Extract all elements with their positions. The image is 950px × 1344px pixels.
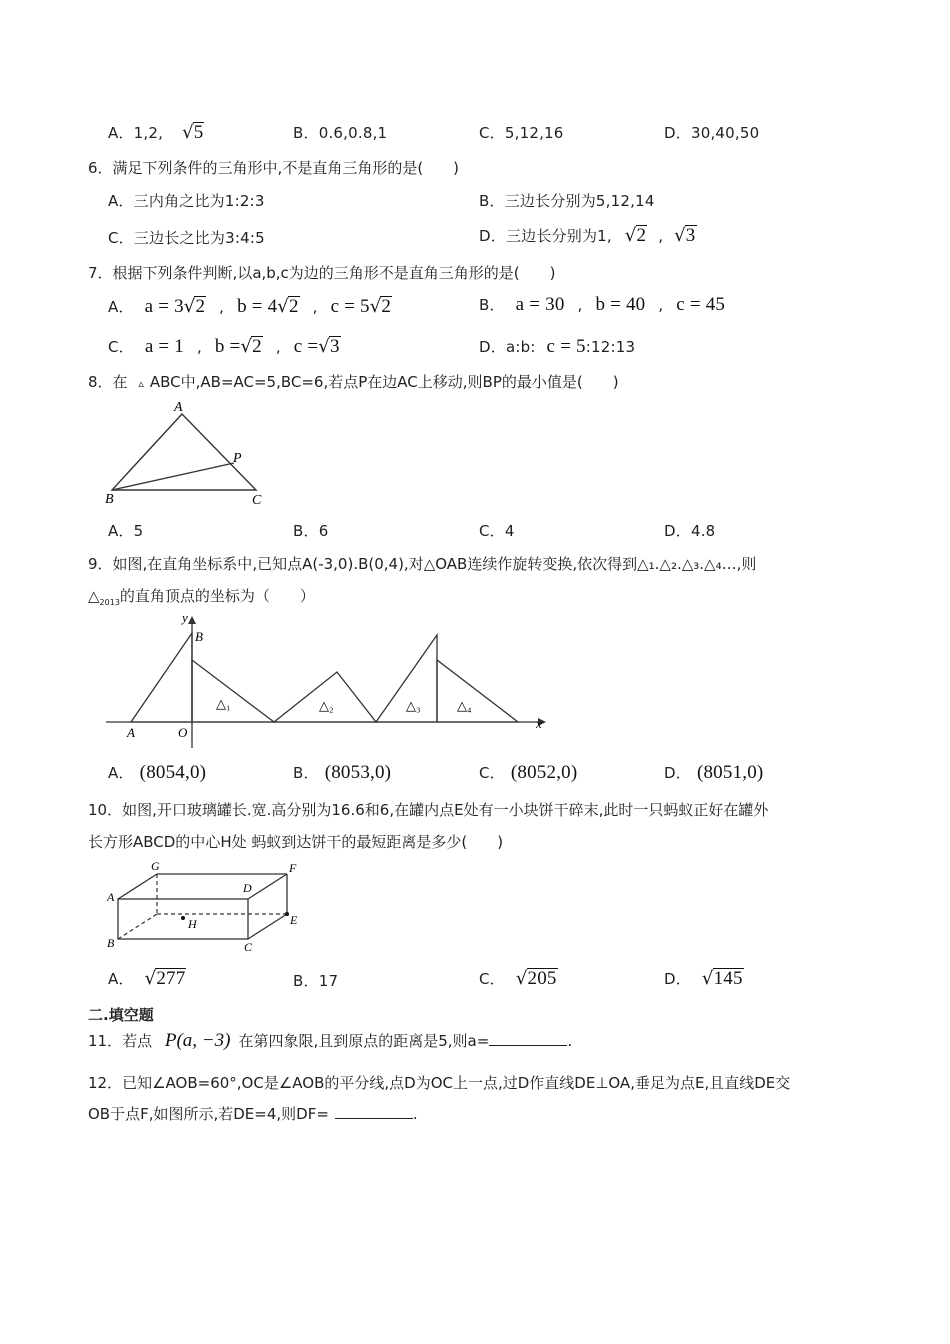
label-a: A <box>127 725 135 740</box>
radicand: 3 <box>329 336 340 357</box>
option-text: 1,2, <box>133 124 164 142</box>
q7-option-c: C． a = 1 , b =√2 , c =√3 <box>108 336 340 357</box>
math-a: a = 30 <box>515 294 565 315</box>
q9-option-a <box>108 762 206 784</box>
sqrt-expression: √205 <box>515 968 557 989</box>
option-text: 4 <box>504 522 515 540</box>
label-y: y <box>182 610 188 625</box>
radicand: 2 <box>252 336 262 357</box>
math-c: c =√3 <box>293 336 340 357</box>
radicand: 2 <box>288 296 299 317</box>
label-d: D <box>243 881 252 895</box>
option-text: 30,40,50 <box>690 124 760 142</box>
option-text: 17 <box>318 972 339 990</box>
q9-stem-line2 <box>88 585 315 607</box>
option-text: 6 <box>318 522 329 540</box>
math-text: b = 4 <box>237 296 278 317</box>
sqrt-expression: √5 <box>182 122 204 143</box>
label-a: A <box>107 890 115 904</box>
stem-text: 11．若点 <box>88 1032 153 1050</box>
q10-option-b <box>293 970 338 991</box>
stem-text: △ <box>88 587 100 605</box>
q6-option-a <box>108 190 265 211</box>
sqrt-expression: √277 <box>144 968 186 989</box>
point-h <box>181 916 185 920</box>
q9-option-b <box>293 762 391 784</box>
stem-text: . <box>567 1032 573 1050</box>
triangle-1 <box>192 660 274 722</box>
q6-option-d: D．三边长分别为1, √2 , √3 <box>479 225 696 246</box>
q5-option-a <box>108 120 204 144</box>
sqrt-expression: √3 <box>674 225 696 246</box>
q10-option-c <box>479 966 558 990</box>
option-letter: C． <box>108 229 134 247</box>
option-text: 0.6,0.8,1 <box>318 124 388 142</box>
radicand: 145 <box>713 968 743 989</box>
option-text: (8054,0) <box>139 762 207 783</box>
option-text: 5,12,16 <box>504 124 564 142</box>
label-triangle-1: △₁ <box>216 696 231 711</box>
triangle-icon: ▵ <box>138 377 144 390</box>
math-b: b = 40 <box>595 294 646 315</box>
label-b: B <box>107 936 115 950</box>
option-letter: B． <box>293 522 319 540</box>
q12-stem-line1: 12．已知∠AOB=60°,OC是∠AOB的平分线,点D为OC上一点,过D作直线DE⊥OA,垂足为点E,且直线DE交 <box>88 1074 791 1092</box>
label-triangle-2: △₂ <box>319 698 334 713</box>
q9-stem-line1: 9．如图,在直角坐标系中,已知点A(-3,0).B(0,4),对△OAB连续作旋转变换,依次得到△₁.△₂.△₃.△₄…,则 <box>88 555 757 573</box>
option-letter: C． <box>479 124 505 142</box>
option-letter: D． <box>664 970 691 988</box>
option-text: 三边长分别为1, <box>505 227 612 245</box>
q12-stem-line2 <box>88 1103 418 1124</box>
math-c: c = 5 <box>546 336 586 357</box>
radicand: 5 <box>193 122 204 143</box>
sqrt-expression: √2 <box>624 225 647 246</box>
label-a: A <box>174 400 183 415</box>
label-triangle-4: △₄ <box>457 698 472 713</box>
math-b: b = 4√2 <box>237 296 299 317</box>
label-f: F <box>289 861 297 875</box>
option-letter: B． <box>479 296 505 314</box>
math-c: c = 5√2 <box>330 296 392 317</box>
q8-option-d <box>664 520 715 541</box>
label-c: C <box>244 940 253 954</box>
option-text: 三内角之比为1:2:3 <box>133 192 265 210</box>
q5-option-b <box>293 122 387 143</box>
stem-text: 8．在 <box>88 373 128 391</box>
q10-stem-line2: 长方形ABCD的中心H处 蚂蚁到达饼干的最短距离是多少( ) <box>88 833 504 851</box>
radicand: 2 <box>381 296 392 317</box>
segment-bp <box>112 463 234 490</box>
q8-triangle-figure <box>100 396 280 508</box>
radicand: 3 <box>685 225 696 246</box>
option-text: (8051,0) <box>696 762 764 783</box>
option-letter: C． <box>479 764 505 782</box>
q6-option-c <box>108 227 265 248</box>
option-letter: A． <box>108 298 134 316</box>
hidden-edge <box>118 914 157 939</box>
label-o: O <box>178 725 188 740</box>
option-text: (8052,0) <box>510 762 578 783</box>
q9-option-d <box>664 762 763 784</box>
sqrt-expression: √145 <box>701 968 743 989</box>
subscript: 2013 <box>99 598 120 607</box>
stem-text: 的直角顶点的坐标为（ ） <box>119 587 315 605</box>
option-letter: D． <box>479 227 506 245</box>
q8-stem <box>88 371 619 392</box>
option-text: (8053,0) <box>324 762 392 783</box>
q7-option-b: B． a = 30 , b = 40 , c = 45 <box>479 294 726 315</box>
q9-rotation-figure <box>100 610 560 750</box>
radicand: 2 <box>636 225 647 246</box>
option-letter: A． <box>108 124 134 142</box>
option-letter: D． <box>664 124 691 142</box>
option-letter: D． <box>664 764 691 782</box>
math-b: b =√2 <box>214 336 262 357</box>
option-text: a:b: <box>505 338 536 356</box>
answer-blank[interactable] <box>335 1104 413 1119</box>
label-triangle-3: △₃ <box>406 698 421 713</box>
option-letter: C． <box>479 970 505 988</box>
q9-option-c <box>479 762 577 784</box>
option-letter: A． <box>108 192 134 210</box>
radicand: 277 <box>156 968 186 989</box>
math-a: a = 1 <box>144 336 184 357</box>
q7-stem: 7．根据下列条件判断,以a,b,c为边的三角形不是直角三角形的是( ) <box>88 264 556 282</box>
option-text: 三边长分别为5,12,14 <box>504 192 655 210</box>
q6-option-b <box>479 190 655 211</box>
q10-option-a <box>108 966 186 990</box>
q8-option-a <box>108 520 143 541</box>
option-letter: C． <box>479 522 505 540</box>
radicand: 205 <box>527 968 557 989</box>
option-letter: C． <box>108 338 134 356</box>
q7-option-d <box>479 336 635 358</box>
option-letter: A． <box>108 522 134 540</box>
math-text: b = <box>214 336 241 357</box>
option-letter: B． <box>479 192 505 210</box>
option-text: 三边长之比为3:4:5 <box>133 229 265 247</box>
math-text: c = <box>293 336 319 357</box>
answer-blank[interactable] <box>489 1031 567 1046</box>
option-letter: A． <box>108 970 134 988</box>
q8-option-b <box>293 520 328 541</box>
math-text: c = 5 <box>330 296 370 317</box>
math-text: a = 3 <box>144 296 184 317</box>
edge-ce <box>248 914 287 939</box>
option-letter: D． <box>664 522 691 540</box>
stem-text: OB于点F,如图所示,若DE=4,则DF= <box>88 1105 329 1123</box>
q6-stem: 6．满足下列条件的三角形中,不是直角三角形的是( ) <box>88 159 460 177</box>
option-letter: B． <box>293 972 319 990</box>
edge-df <box>248 874 287 899</box>
option-letter: A． <box>108 764 134 782</box>
q8-option-c <box>479 520 515 541</box>
label-g: G <box>151 859 160 873</box>
label-e: E <box>290 913 298 927</box>
option-text: :12:13 <box>585 338 636 356</box>
y-axis-arrow <box>188 616 196 624</box>
point-e <box>285 912 289 916</box>
option-text: 5 <box>133 522 144 540</box>
stem-text: ABC中,AB=AC=5,BC=6,若点P在边AC上移动,则BP的最小值是( ) <box>149 373 619 391</box>
label-p: P <box>233 451 242 466</box>
math-a: a = 3√2 <box>144 296 206 317</box>
q11-stem <box>88 1030 572 1052</box>
option-letter: B． <box>293 124 319 142</box>
q10-box-figure <box>100 856 310 956</box>
q5-option-c <box>479 122 564 143</box>
edge-ag <box>118 874 157 899</box>
label-h: H <box>188 917 197 931</box>
label-b: B <box>195 629 203 644</box>
point-p-expression: P(a, −3) <box>164 1030 231 1051</box>
q10-option-d <box>664 966 744 990</box>
radicand: 2 <box>195 296 206 317</box>
q5-option-d <box>664 122 759 143</box>
option-letter: D． <box>479 338 506 356</box>
option-text: 4.8 <box>690 522 716 540</box>
triangle-4 <box>437 660 518 722</box>
option-letter: B． <box>293 764 319 782</box>
math-c: c = 45 <box>676 294 726 315</box>
triangle-oab <box>131 633 192 722</box>
q10-stem-line1: 10．如图,开口玻璃罐长.宽.高分别为16.6和6,在罐内点E处有一小块饼干碎末,此时一只蚂蚁正好在罐外 <box>88 801 769 819</box>
stem-text: 在第四象限,且到原点的距离是5,则a= <box>238 1032 490 1050</box>
section-title: 二.填空题 <box>88 1006 154 1024</box>
label-c: C <box>252 493 262 508</box>
q7-option-a: A． a = 3√2 , b = 4√2 , c = 5√2 <box>108 296 392 317</box>
triangle-2 <box>274 672 376 722</box>
label-b: B <box>105 492 114 507</box>
stem-text: . <box>412 1105 418 1123</box>
label-x: x <box>536 716 542 731</box>
